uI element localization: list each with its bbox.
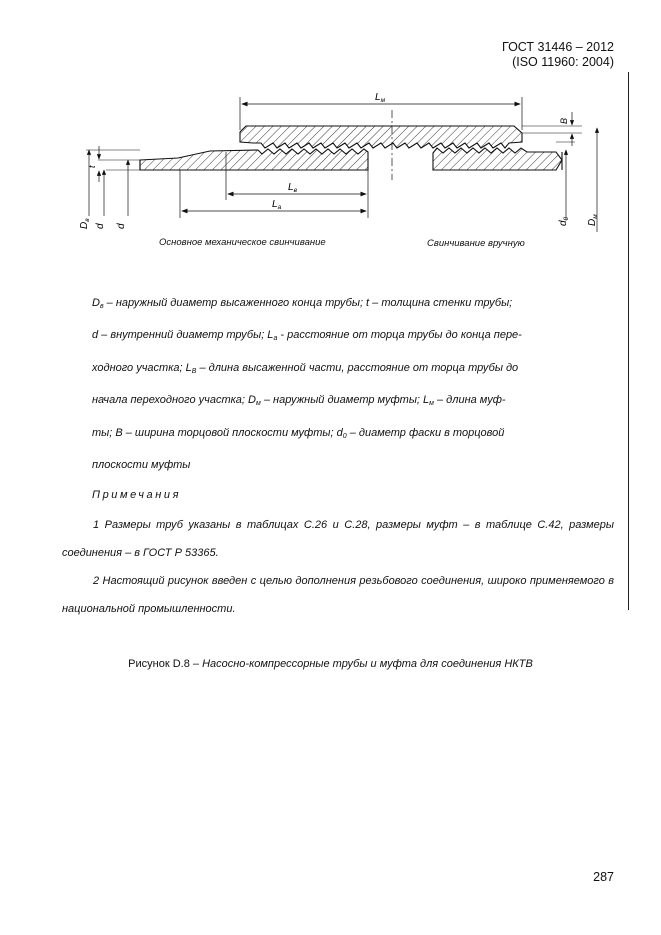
- dim-lv-label: $L_в$: [288, 182, 297, 194]
- right-pipe-section: [433, 148, 562, 170]
- coupling-section: [240, 126, 522, 148]
- dim-la-label: $L_а$: [272, 199, 282, 211]
- legend-line: плоскости муфты: [92, 459, 191, 472]
- legend-text: [92, 289, 584, 479]
- dim-d-inner-label: d: [116, 223, 127, 229]
- notes-heading: Примечания: [92, 489, 182, 501]
- dim-t-label: t: [87, 165, 97, 168]
- legend-line: ходного участка; $L_В$ – длина высаженной части, расстояние от торца трубы до: [92, 361, 519, 375]
- dim-dv-label: $D_в$: [79, 218, 91, 229]
- dim-b-label: B: [559, 117, 569, 124]
- figure-title: Насосно-компрессорные трубы и муфта для соединения НКТВ: [202, 658, 533, 670]
- dim-dm-label: $D_м$: [587, 214, 599, 226]
- dim-d-label: d: [95, 223, 106, 229]
- pipe-coupling-drawing: [0, 0, 661, 260]
- caption-mechanical-makeup: Основное механическое свинчивание: [159, 237, 326, 248]
- legend-line: d – внутренний диаметр трубы; $L_а$ - расстояние от торца трубы до конца пере-: [92, 329, 522, 343]
- left-pipe-section: [140, 149, 368, 170]
- standard-number: ГОСТ 31446 – 2012: [502, 40, 614, 54]
- note-2: 2 Настоящий рисунок введен с целью дополнения резьбового соединения, широко применяемого в национальной промышленности.: [62, 575, 614, 616]
- iso-reference: (ISO 11960: 2004): [512, 55, 614, 69]
- dim-lm-label: $L_м$: [375, 92, 386, 104]
- figure-caption: [0, 658, 661, 670]
- page-number: 287: [593, 870, 614, 884]
- legend-line: $D_в$ – наружный диаметр высаженного конца трубы; t – толщина стенки трубы;: [92, 297, 513, 310]
- legend-line: начала переходного участка; $D_м$ – наружный диаметр муфты; $L_м$ – длина муф-: [92, 394, 506, 408]
- caption-hand-makeup: Свинчивание вручную: [427, 238, 525, 249]
- legend-line: ты; B – ширина торцовой плоскости муфты; $d_0$ – диаметр фаски в торцовой: [92, 426, 505, 440]
- note-1: 1 Размеры труб указаны в таблицах С.26 и С.28, размеры муфт – в таблице С.42, размеры соединения – в ГОСТ Р 53365.: [62, 519, 614, 560]
- figure-label: Рисунок D.8 –: [128, 658, 203, 670]
- dim-d0-label: $d_0$: [558, 216, 570, 226]
